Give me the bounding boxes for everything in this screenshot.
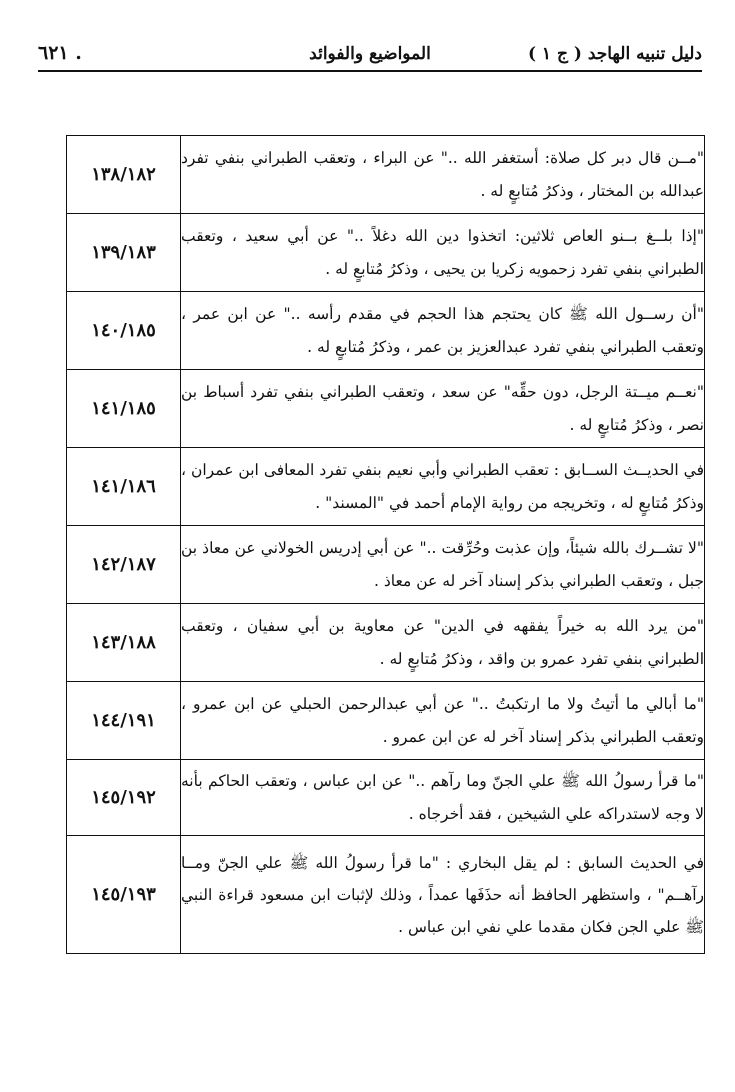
table-row (67, 214, 705, 292)
table-row (67, 370, 705, 448)
entry-reference: ١٤٤/١٩١ (67, 682, 181, 760)
table-row (67, 836, 705, 954)
entry-text: "لا تشــرك بالله شيئاً، وإن عذبت وحُرِّقت .." عن أبي إدريس الخولاني عن معاذ بن جبل ، وتعقب الطبراني بذكر إسناد آخر له عن معاذ . (181, 526, 705, 604)
entry-reference: ١٤١/١٨٥ (67, 370, 181, 448)
entry-reference: ١٤٣/١٨٨ (67, 604, 181, 682)
table-row (67, 604, 705, 682)
table-row (67, 292, 705, 370)
entry-text: "أن رســول الله ﷺ كان يحتجم هذا الحجم في مقدم رأسه .." عن ابن عمر ، وتعقب الطبراني بنفي تفرد عبدالعزيز بن عمر ، وذكرُ مُتابعٍ له . (181, 292, 705, 370)
entry-reference: ١٤٥/١٩٣ (67, 836, 181, 954)
table-row (67, 136, 705, 214)
section-title: المواضيع والفوائد (309, 44, 431, 64)
entry-text: "ما قرأ رسولُ الله ﷺ علي الجنّ وما رآهم .." عن ابن عباس ، وتعقب الحاكم بأنه لا وجه لاستدراكه علي الشيخين ، فقد أخرجاه . (181, 760, 705, 836)
entry-text: في الحديــث الســابق : تعقب الطبراني وأبي نعيم بنفي تفرد المعافى ابن عمران ، وذكرُ مُتابعٍ له ، وتخريجه من رواية الإمام أحمد في "المسند" . (181, 448, 705, 526)
table-row (67, 682, 705, 760)
page-number: ٦٢١ . (38, 42, 82, 64)
table-row (67, 760, 705, 836)
entry-text: "مــن قال دبر كل صلاة: أستغفر الله .." عن البراء ، وتعقب الطبراني بنفي تفرد عبدالله بن المختار ، وذكرُ مُتابعٍ له . (181, 136, 705, 214)
entry-reference: ١٤٥/١٩٢ (67, 760, 181, 836)
entry-text: "من يرد الله به خيراً يفقهه في الدين" عن معاوية بن أبي سفيان ، وتعقب الطبراني بنفي تفرد عمرو بن واقد ، وذكرُ مُتابعٍ له . (181, 604, 705, 682)
book-title: دليل تنبيه الهاجد ( ج ١ ) (527, 44, 702, 64)
entry-reference: ١٤٢/١٨٧ (67, 526, 181, 604)
entry-text: في الحديث السابق : لم يقل البخاري : "ما قرأ رسولُ الله ﷺ علي الجنّ ومــا رآهــم" ، واستظهر الحافظ أنه حذَفَها عمداً ، وذلك لإثبات ابن مسعود قراءة النبي ﷺ علي الجن فكان مقدما علي نفي ابن عباس . (181, 836, 705, 954)
entry-reference: ١٣٨/١٨٢ (67, 136, 181, 214)
header-rule (38, 70, 702, 72)
entry-text: "إذا بلــغ بــنو العاص ثلاثين: اتخذوا دين الله دغلاً .." عن أبي سعيد ، وتعقب الطبراني بنفي تفرد زحمويه زكريا بن يحيى ، وذكرُ مُتابعٍ له . (181, 214, 705, 292)
entry-reference: ١٤٠/١٨٥ (67, 292, 181, 370)
entry-reference: ١٣٩/١٨٣ (67, 214, 181, 292)
entries-table (66, 135, 705, 954)
page-header (38, 38, 702, 72)
entry-reference: ١٤١/١٨٦ (67, 448, 181, 526)
entry-text: "ما أبالي ما أتيتُ ولا ما ارتكبتُ .." عن أبي عبدالرحمن الحبلي عن ابن عمرو ، وتعقب الطبراني بذكر إسناد آخر له عن ابن عمرو . (181, 682, 705, 760)
table-row (67, 448, 705, 526)
entry-text: "نعــم ميــتة الرجل، دون حقِّه" عن سعد ، وتعقب الطبراني بنفي تفرد أسباط بن نصر ، وذكرُ مُتابعٍ له . (181, 370, 705, 448)
table-row (67, 526, 705, 604)
